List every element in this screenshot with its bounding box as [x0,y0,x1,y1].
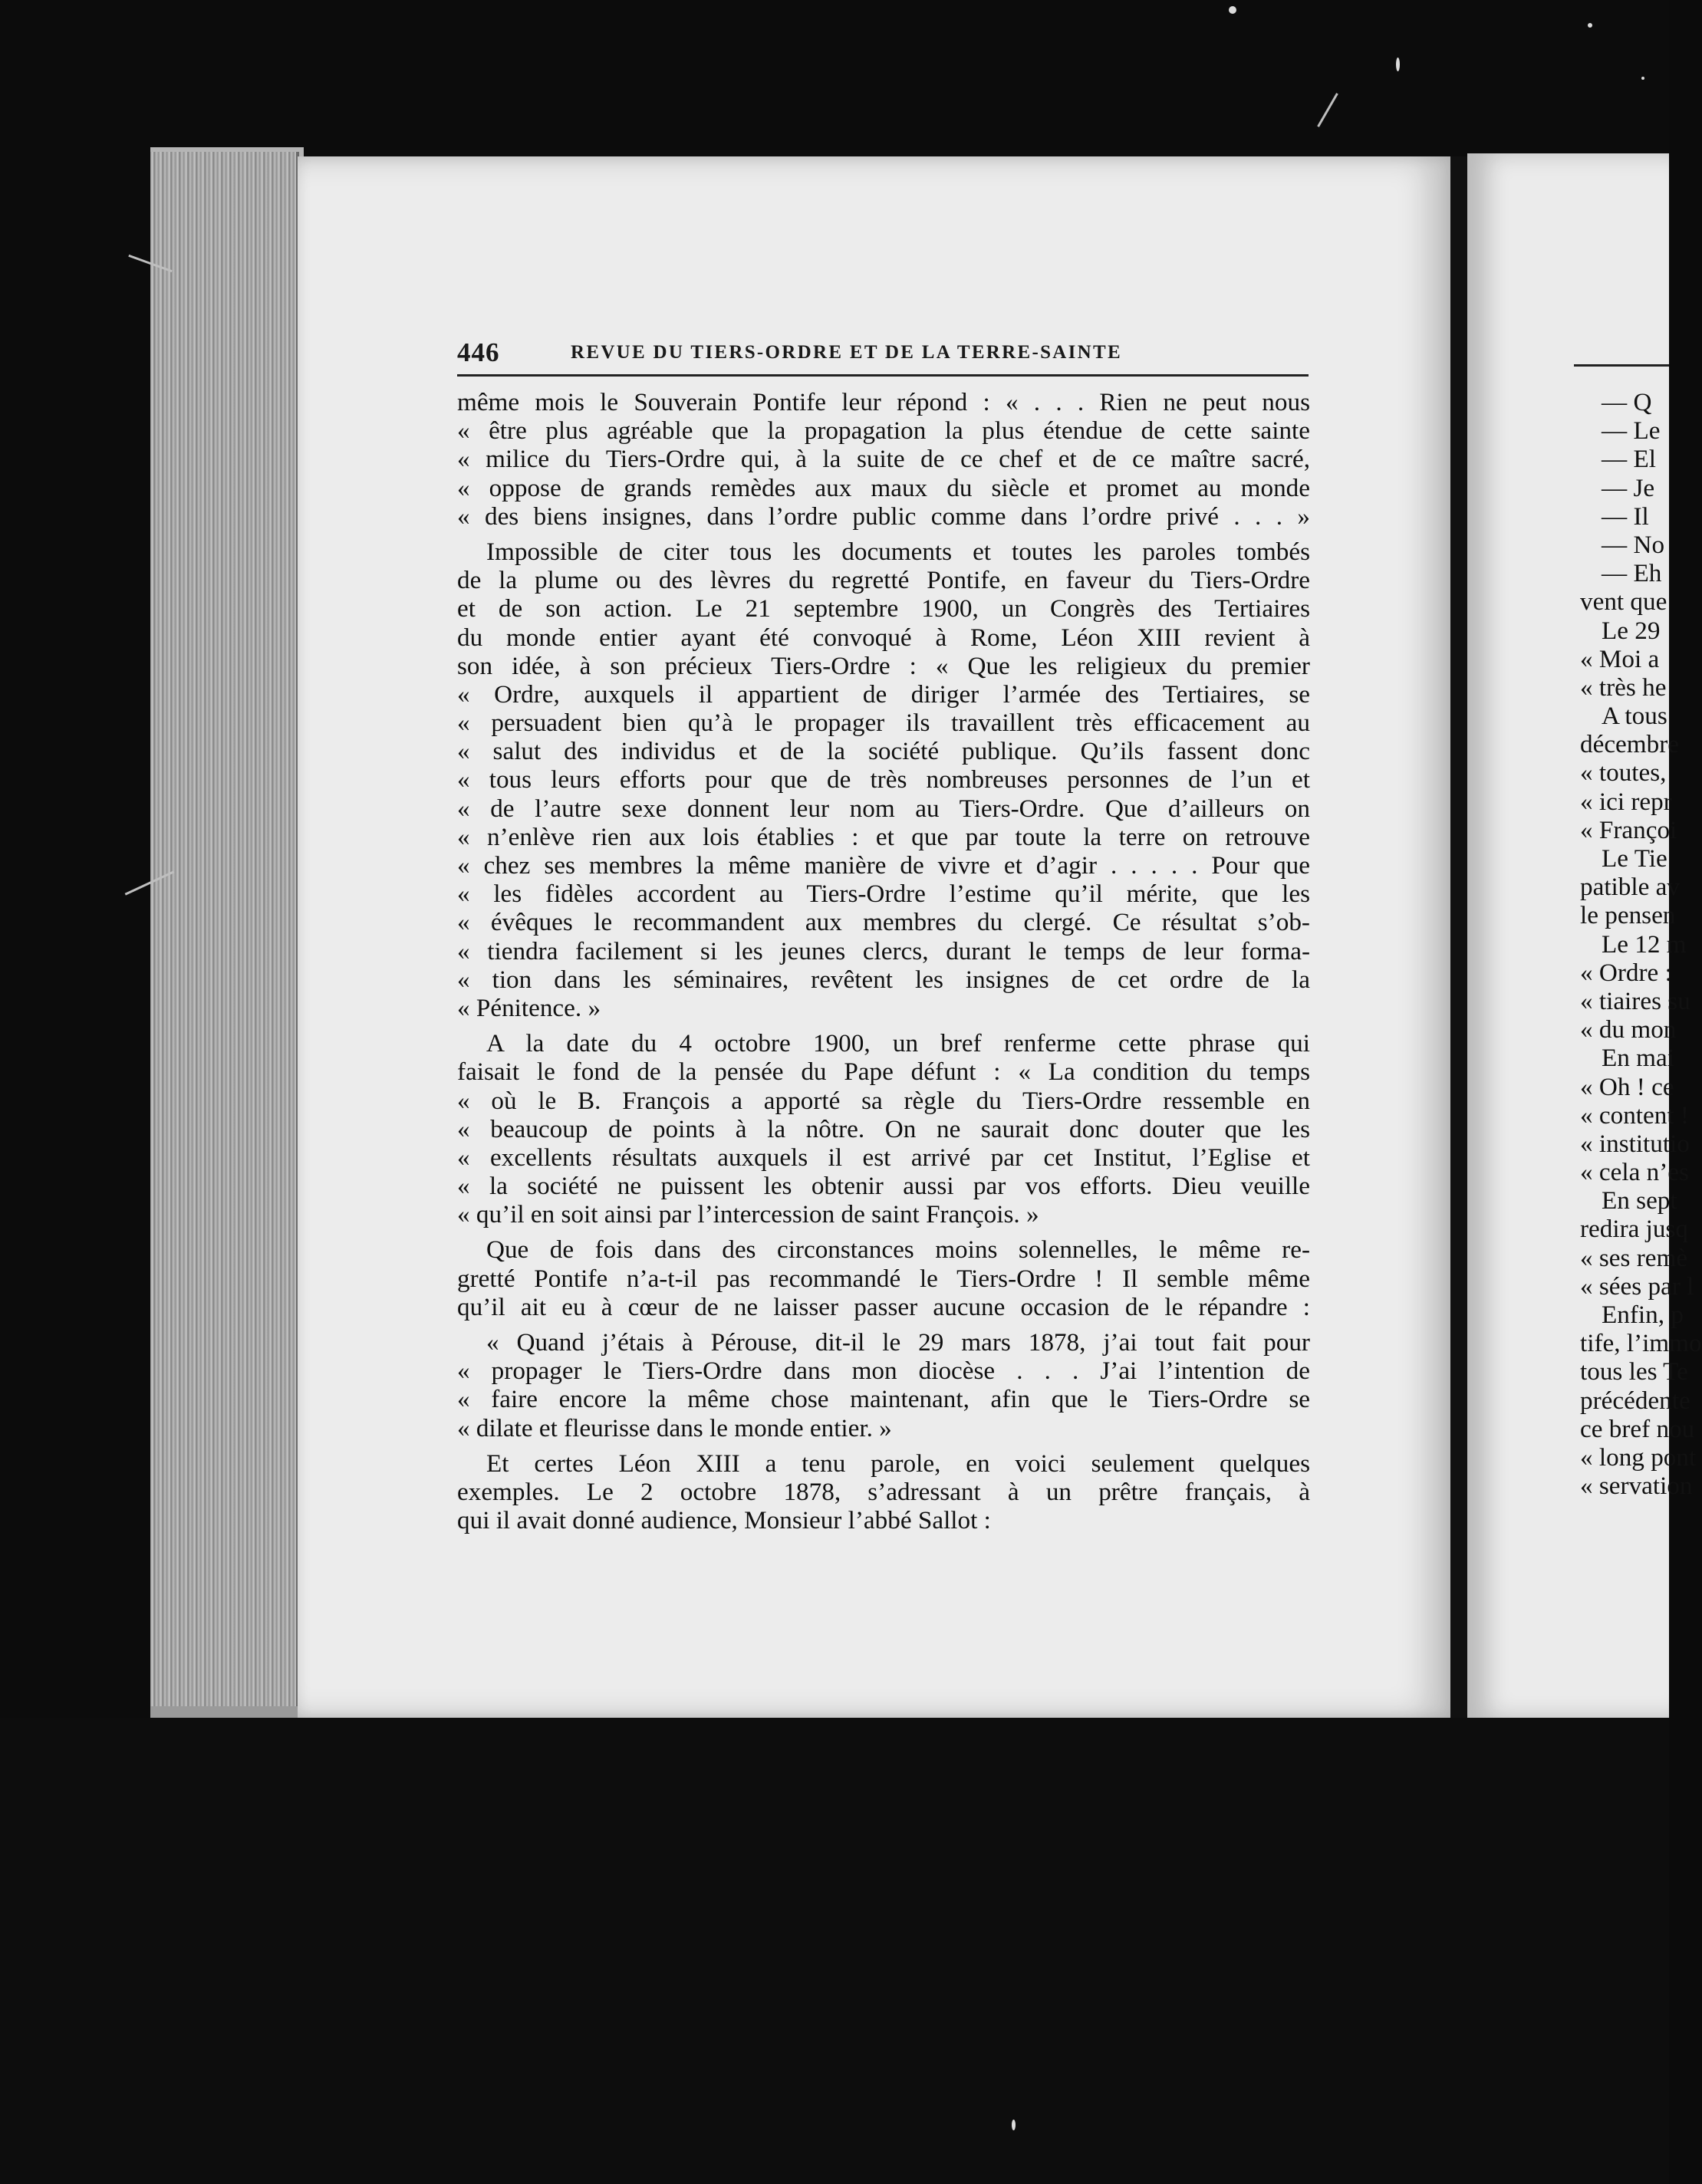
text-line: même mois le Souverain Pontife leur répond : « . . . Rien ne peut nous [457,388,1310,416]
right-page-line: « Françoi [1580,815,1677,844]
right-page-body [1580,388,1702,1501]
right-page-line: tous les Te [1580,1357,1688,1386]
text-line: « salut des individus et de la société publique. Qu’ils fassent donc [457,737,1310,766]
right-page-line: tife, l’immo [1580,1329,1702,1358]
right-page-line: précédente [1580,1386,1690,1415]
right-page-line: Le Tie [1602,844,1667,873]
text-line: « tiendra facilement si les jeunes clercs, durant le temps de leur forma- [457,936,1310,965]
text-line: « où le B. François a apporté sa règle du Tiers-Ordre ressemble en [457,1086,1310,1115]
right-page-header-rule [1574,364,1669,367]
paragraph-gap [457,531,1310,538]
dust-speck [1396,58,1400,71]
text-line: « les fidèles accordent au Tiers-Ordre l’estime qu’il mérite, que les [457,880,1310,909]
scan-bottom-margin [0,1718,1669,2184]
paragraph-gap [457,1442,1310,1449]
text-line: A la date du 4 octobre 1900, un bref renferme cette phrase qui [486,1029,1310,1058]
text-line: qui il avait donné audience, Monsieur l’abbé Sallot : [457,1506,991,1535]
running-head [457,337,1309,368]
dust-speck [1641,77,1644,80]
text-line: « tion dans les séminaires, revêtent les insignes de cet ordre de la [457,965,1310,994]
right-page-line: « Oh ! ce [1580,1072,1674,1101]
right-page-line: — Eh [1602,559,1662,588]
right-page-line: « cela n’es [1580,1158,1689,1187]
right-page-line: « du mon [1580,1015,1677,1044]
text-line: « milice du Tiers-Ordre qui, à la suite de ce chef et de ce maître sacré, [457,445,1310,474]
right-page-line: — Le [1602,416,1661,446]
paragraph-gap [457,1022,1310,1029]
text-line: « excellents résultats auxquels il est arrivé par cet Institut, l’Eglise et [457,1143,1310,1172]
header-rule [457,374,1309,377]
right-page-line: ce bref nou [1580,1414,1695,1443]
right-page-line: « content ! [1580,1100,1689,1130]
text-line: « chez ses membres la même manière de vivre et d’agir . . . . . Pour que [457,851,1310,880]
page-number: 446 [457,337,500,367]
dust-speck [1229,6,1236,14]
text-line: « évêques le recommandent aux membres du clergé. Ce résultat s’ob- [457,908,1310,937]
right-page-line: décembre [1580,730,1679,759]
paragraph-gap [457,1321,1310,1328]
text-line: et de son action. Le 21 septembre 1900, un Congrès des Tertiaires [457,594,1310,623]
left-page-body [457,388,1310,1534]
right-page-line: En mai [1602,1044,1674,1073]
text-line: « de l’autre sexe donnent leur nom au Tiers-Ordre. Que d’ailleurs on [457,794,1310,823]
text-line: exemples. Le 2 octobre 1878, s’adressant à un prêtre français, à [457,1477,1310,1506]
text-line: « faire encore la même chose maintenant, afin que le Tiers-Ordre se [457,1385,1310,1414]
text-line: gretté Pontife n’a-t-il pas recommandé le Tiers-Ordre ! Il semble même [457,1264,1310,1293]
right-page-line: Enfin, p [1602,1301,1684,1329]
text-line: « propager le Tiers-Ordre dans mon diocèse . . . J’ai l’intention de [457,1357,1310,1386]
text-line: faisait le fond de la pensée du Pape défunt : « La condition du temps [457,1057,1310,1087]
right-page-line: « ses remè [1580,1243,1688,1272]
right-page-line: — Il [1602,502,1649,531]
right-page-line: « tiaires su [1580,986,1690,1015]
text-line: Impossible de citer tous les documents et toutes les paroles tombés [486,537,1310,566]
right-page-line: le pensen [1580,901,1676,930]
right-page-line: A tous [1602,702,1667,731]
right-page-line: « très he [1580,673,1667,702]
text-line: Que de fois dans des circonstances moins solennelles, le même re- [486,1235,1310,1265]
right-page-line: — Q [1602,388,1652,416]
right-page-line: patible av [1580,873,1680,902]
right-page-line: — Je [1602,473,1655,502]
text-line: « oppose de grands remèdes aux maux du siècle et promet au monde [457,473,1310,502]
right-page-line: « toutes, [1580,758,1667,788]
text-line: « être plus agréable que la propagation la plus étendue de cette sainte [457,416,1310,446]
right-page-line: vent que [1580,587,1667,617]
text-line: « Pénitence. » [457,993,601,1022]
text-line: Et certes Léon XIII a tenu parole, en voici seulement quelques [486,1449,1310,1478]
dust-speck [1012,2120,1016,2130]
text-line: de la plume ou des lèvres du regretté Pontife, en faveur du Tiers-Ordre [457,566,1310,595]
page-stack-edges [150,152,299,1716]
right-page-line: « Moi a [1580,644,1660,673]
text-line: « dilate et fleurisse dans le monde entier. » [457,1413,892,1442]
right-page-line: Le 12 m [1602,929,1687,959]
paragraph-gap [457,1228,1310,1235]
text-line: « des biens insignes, dans l’ordre public comme dans l’ordre privé . . . » [457,502,1310,531]
text-line: « la société ne puissent les obtenir aussi par vos efforts. Dieu veuille [457,1172,1310,1201]
text-line: son idée, à son précieux Tiers-Ordre : « Que les religieux du premier [457,651,1310,680]
book-gutter [1450,156,1467,1718]
right-page-line: « institutio [1580,1129,1690,1158]
right-page-line: « ici repr [1580,787,1672,816]
text-line: « Ordre, auxquels il appartient de diriger l’armée des Tertiaires, se [457,679,1310,709]
text-line: « n’enlève rien aux lois établies : et que par toute la terre on retrouve [457,822,1310,851]
right-page-line: Le 29 [1602,616,1661,645]
right-page-line: « servation [1580,1472,1693,1501]
text-line: « beaucoup de points à la nôtre. On ne saurait donc douter que les [457,1114,1310,1143]
right-page-line: « Ordre : [1580,958,1672,987]
text-line: qu’il ait eu à cœur de ne laisser passer aucune occasion de le répandre : [457,1292,1310,1321]
dust-speck [1588,23,1592,28]
right-page-line: redira jusq [1580,1215,1688,1244]
right-page-line: « sées par l [1580,1271,1694,1301]
text-line: « persuadent bien qu’à le propager ils travaillent très efficacement au [457,709,1310,738]
text-line: « Quand j’étais à Pérouse, dit-il le 29 mars 1878, j’ai tout fait pour [486,1328,1310,1357]
right-page-line: En sept [1602,1186,1677,1215]
right-page-line: « long pont [1580,1442,1697,1472]
running-title: REVUE DU TIERS-ORDRE ET DE LA TERRE-SAINTE [571,342,1122,363]
text-line: « qu’il en soit ainsi par l’intercession de saint François. » [457,1200,1039,1229]
right-page-line: — El [1602,445,1656,474]
text-line: « tous leurs efforts pour que de très nombreuses personnes de l’un et [457,765,1310,794]
text-line: du monde entier ayant été convoqué à Rome, Léon XIII revient à [457,623,1310,652]
right-page-line: — No [1602,530,1665,559]
